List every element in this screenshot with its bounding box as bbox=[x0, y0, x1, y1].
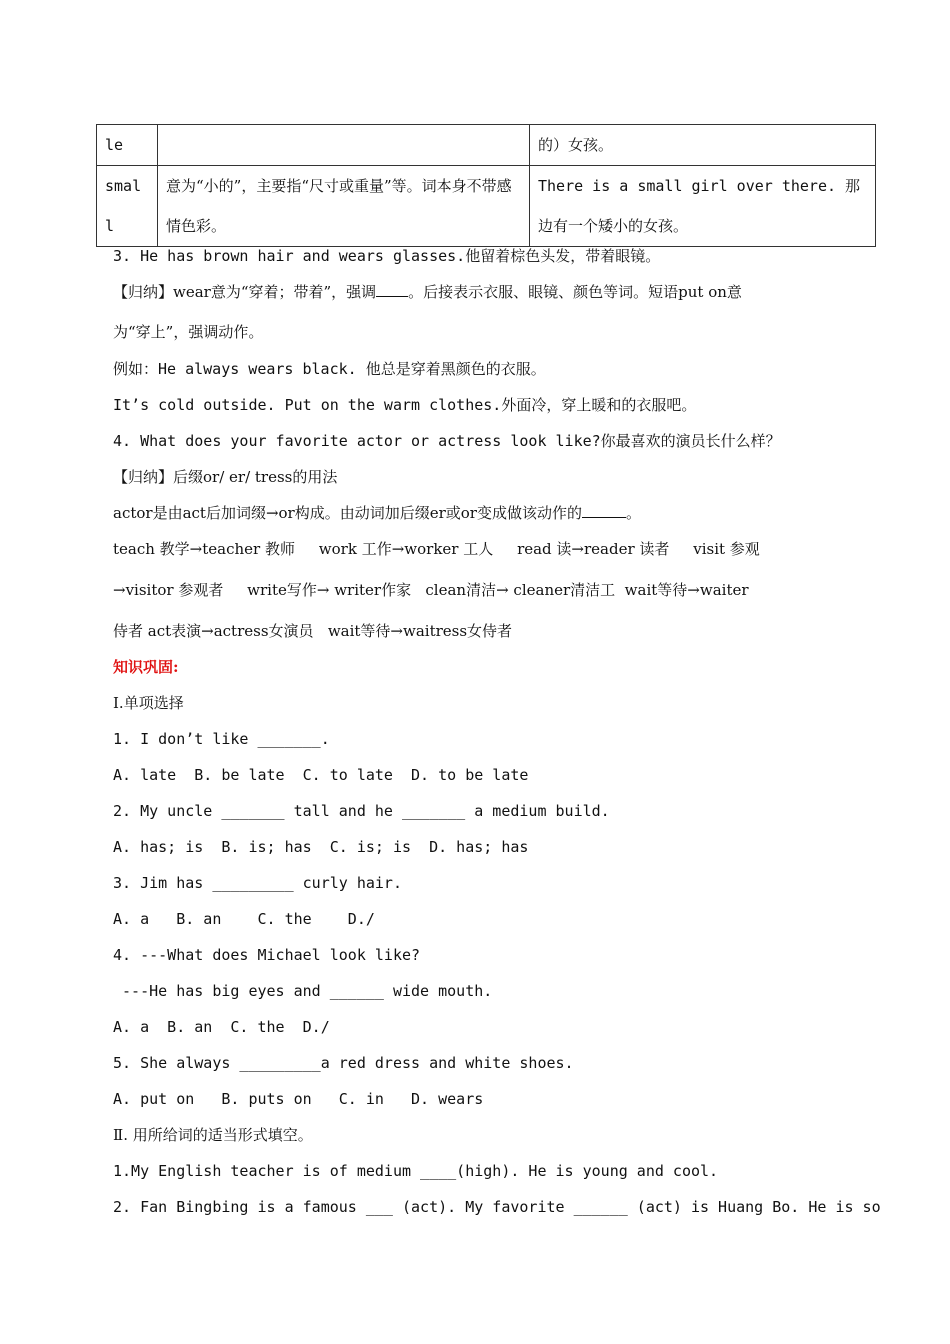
example-cell: There is a small girl over there. 那边有一个矮小的女孩。 bbox=[530, 166, 876, 247]
part-1-title: Ⅰ.单项选择 bbox=[113, 694, 184, 712]
options-4: A. a B. an C. the D./ bbox=[113, 1018, 330, 1036]
rule-text: actor是由act后加词缀→or构成。由动词加后缀er或or变成做该动作的 bbox=[113, 504, 582, 522]
meaning-cell: 意为“小的”，主要指“尺寸或重量”等。词本身不带感情色彩。 bbox=[158, 166, 530, 247]
rule-text-end: 。 bbox=[625, 504, 641, 522]
word-cell: le bbox=[97, 125, 158, 166]
question-1: 1. I don’t like _______. bbox=[113, 730, 330, 748]
word-list-3: 侍者 act表演→actress女演员 wait等待→waitress女侍者 bbox=[113, 622, 513, 640]
fill-1: 1.My English teacher is of medium ____(high). He is young and cool. bbox=[113, 1162, 719, 1180]
suffix-rule bbox=[113, 503, 641, 523]
answer-blank bbox=[376, 282, 408, 297]
summary-text: 。后接表示衣服、眼镜、颜色等词。短语put on意 bbox=[408, 283, 742, 301]
options-5: A. put on B. puts on C. in D. wears bbox=[113, 1090, 484, 1108]
sentence-3: 3. He has brown hair and wears glasses.他留着棕色头发，带着眼镜。 bbox=[113, 247, 661, 265]
example-1: 例如：He always wears black. 他总是穿着黑颜色的衣服。 bbox=[113, 360, 546, 378]
question-2: 2. My uncle _______ tall and he _______ a medium build. bbox=[113, 802, 610, 820]
word-list-1: teach 教学→teacher 教师 work 工作→worker 工人 read 读→reader 读者 visit 参观 bbox=[113, 540, 760, 558]
question-3: 3. Jim has _________ curly hair. bbox=[113, 874, 402, 892]
word-cell bbox=[97, 166, 158, 247]
example-cell: 的）女孩。 bbox=[530, 125, 876, 166]
question-4-answer: ---He has big eyes and ______ wide mouth. bbox=[113, 982, 493, 1000]
meaning-cell bbox=[158, 125, 530, 166]
summary-wear-cont: 为“穿上”，强调动作。 bbox=[113, 323, 264, 341]
summary-suffix: 【归纳】后缀or/ er/ tress的用法 bbox=[113, 468, 338, 486]
sentence-4: 4. What does your favorite actor or actress look like?你最喜欢的演员长什么样？ bbox=[113, 432, 781, 450]
summary-text: 【归纳】wear意为“穿着；带着”，强调 bbox=[113, 283, 377, 301]
fill-2: 2. Fan Bingbing is a famous ___ (act). My favorite ______ (act) is Huang Bo. He is so bbox=[113, 1198, 881, 1216]
options-3: A. a B. an C. the D./ bbox=[113, 910, 375, 928]
example-2: It’s cold outside. Put on the warm clothes.外面冷，穿上暖和的衣服吧。 bbox=[113, 396, 697, 414]
options-2: A. has; is B. is; has C. is; is D. has; has bbox=[113, 838, 529, 856]
word-text: small bbox=[105, 177, 142, 235]
options-1: A. late B. be late C. to late D. to be late bbox=[113, 766, 529, 784]
part-2-title: Ⅱ. 用所给词的适当形式填空。 bbox=[113, 1126, 313, 1144]
question-4: 4. ---What does Michael look like? bbox=[113, 946, 421, 964]
table-row bbox=[97, 166, 876, 247]
summary-wear bbox=[113, 282, 742, 302]
table-row bbox=[97, 125, 876, 166]
answer-blank bbox=[582, 503, 626, 518]
question-5: 5. She always _________a red dress and white shoes. bbox=[113, 1054, 574, 1072]
word-list-2: →visitor 参观者 write写作→ writer作家 clean清洁→ cleaner清洁工 wait等待→waiter bbox=[113, 581, 749, 599]
section-heading: 知识巩固: bbox=[113, 658, 179, 676]
vocab-table bbox=[96, 124, 876, 247]
